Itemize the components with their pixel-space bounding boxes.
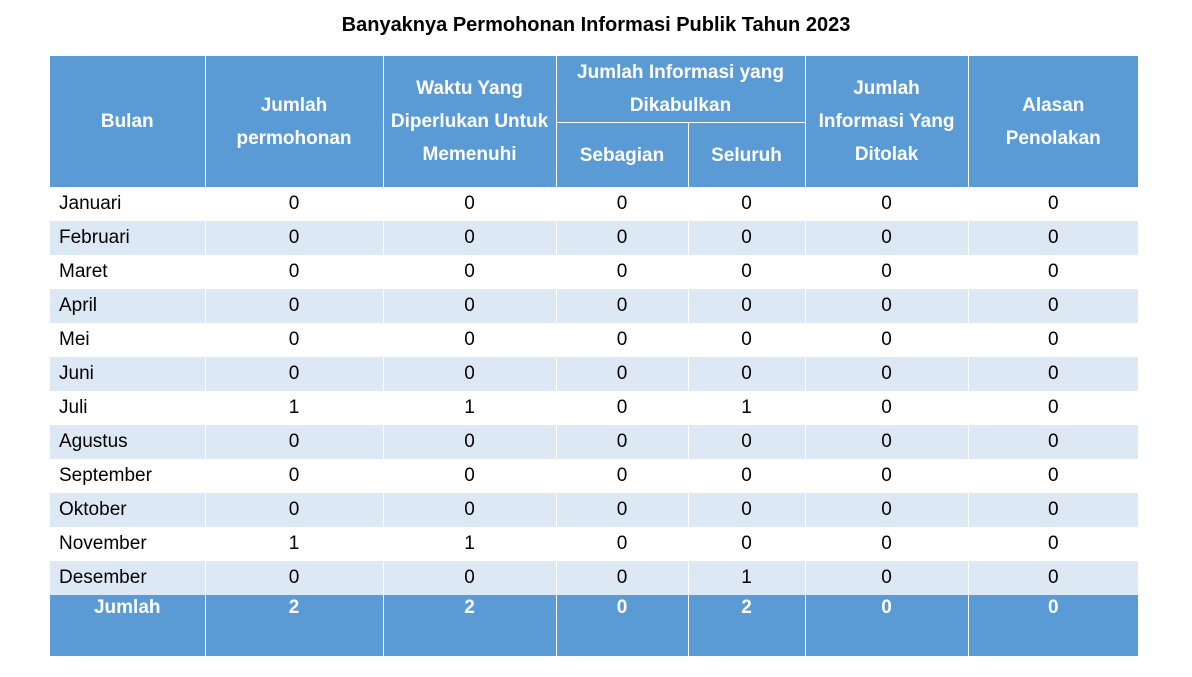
value-cell: 0: [805, 357, 968, 391]
value-cell: 1: [688, 391, 805, 425]
value-cell: 0: [805, 527, 968, 561]
month-cell: Mei: [50, 323, 205, 357]
total-cell: 2: [688, 595, 805, 656]
month-cell: Oktober: [50, 493, 205, 527]
total-cell: 2: [205, 595, 383, 656]
value-cell: 0: [968, 527, 1138, 561]
value-cell: 0: [968, 221, 1138, 255]
value-cell: 0: [688, 459, 805, 493]
value-cell: 1: [383, 527, 556, 561]
month-cell: September: [50, 459, 205, 493]
value-cell: 1: [205, 391, 383, 425]
table-body: [50, 187, 1138, 595]
value-cell: 0: [968, 323, 1138, 357]
month-cell: Juli: [50, 391, 205, 425]
value-cell: 0: [205, 459, 383, 493]
value-cell: 0: [205, 187, 383, 221]
total-row: [50, 595, 1138, 656]
value-cell: 0: [383, 221, 556, 255]
value-cell: 0: [383, 187, 556, 221]
value-cell: 0: [383, 323, 556, 357]
header-sebagian: Sebagian: [556, 123, 688, 188]
value-cell: 0: [556, 255, 688, 289]
value-cell: 0: [205, 255, 383, 289]
value-cell: 0: [383, 425, 556, 459]
value-cell: 1: [688, 561, 805, 595]
value-cell: 0: [805, 561, 968, 595]
month-cell: Maret: [50, 255, 205, 289]
table-footer: [50, 595, 1138, 656]
value-cell: 0: [968, 391, 1138, 425]
value-cell: 0: [968, 459, 1138, 493]
total-cell: 0: [556, 595, 688, 656]
value-cell: 0: [556, 357, 688, 391]
total-cell: 0: [805, 595, 968, 656]
month-cell: Januari: [50, 187, 205, 221]
value-cell: 1: [383, 391, 556, 425]
header-jumlah-permohonan: Jumlah permohonan: [205, 56, 383, 187]
value-cell: 0: [968, 425, 1138, 459]
month-cell: Februari: [50, 221, 205, 255]
value-cell: 0: [205, 221, 383, 255]
header-bulan: Bulan: [50, 56, 205, 187]
value-cell: 0: [205, 323, 383, 357]
value-cell: 0: [805, 323, 968, 357]
value-cell: 0: [688, 357, 805, 391]
value-cell: 0: [556, 323, 688, 357]
value-cell: 0: [383, 289, 556, 323]
value-cell: 0: [205, 493, 383, 527]
value-cell: 0: [205, 357, 383, 391]
value-cell: 0: [383, 357, 556, 391]
value-cell: 0: [688, 289, 805, 323]
total-cell: 2: [383, 595, 556, 656]
value-cell: 0: [805, 391, 968, 425]
value-cell: 0: [688, 527, 805, 561]
value-cell: 0: [205, 425, 383, 459]
value-cell: 0: [556, 527, 688, 561]
table-header: [50, 56, 1138, 187]
table-row: [50, 425, 1138, 459]
header-alasan: Alasan Penolakan: [968, 56, 1138, 187]
value-cell: 0: [205, 561, 383, 595]
value-cell: 0: [383, 561, 556, 595]
month-cell: Desember: [50, 561, 205, 595]
value-cell: 0: [556, 187, 688, 221]
value-cell: 0: [805, 425, 968, 459]
value-cell: 0: [383, 255, 556, 289]
value-cell: 0: [688, 323, 805, 357]
value-cell: 0: [968, 493, 1138, 527]
value-cell: 0: [968, 561, 1138, 595]
header-waktu: Waktu Yang Diperlukan Untuk Memenuhi: [383, 56, 556, 187]
table-row: [50, 187, 1138, 221]
header-seluruh: Seluruh: [688, 123, 805, 188]
table-row: [50, 493, 1138, 527]
value-cell: 0: [556, 221, 688, 255]
data-table: [50, 56, 1138, 656]
value-cell: 0: [688, 493, 805, 527]
table-row: [50, 357, 1138, 391]
total-cell: 0: [968, 595, 1138, 656]
value-cell: 0: [688, 255, 805, 289]
value-cell: 0: [556, 289, 688, 323]
value-cell: 0: [805, 221, 968, 255]
month-cell: Agustus: [50, 425, 205, 459]
value-cell: 0: [556, 459, 688, 493]
table-row: [50, 391, 1138, 425]
table-row: [50, 323, 1138, 357]
value-cell: 0: [688, 221, 805, 255]
table-row: [50, 561, 1138, 595]
table-title: Banyaknya Permohonan Informasi Publik Tahun 2023: [341, 14, 851, 36]
value-cell: 0: [556, 561, 688, 595]
value-cell: 0: [556, 425, 688, 459]
table-row: [50, 527, 1138, 561]
month-cell: April: [50, 289, 205, 323]
value-cell: 1: [205, 527, 383, 561]
value-cell: 0: [205, 289, 383, 323]
table-row: [50, 459, 1138, 493]
value-cell: 0: [383, 459, 556, 493]
value-cell: 0: [556, 493, 688, 527]
value-cell: 0: [968, 289, 1138, 323]
total-label: Jumlah: [50, 595, 205, 656]
value-cell: 0: [968, 255, 1138, 289]
table-row: [50, 221, 1138, 255]
value-cell: 0: [805, 255, 968, 289]
value-cell: 0: [968, 187, 1138, 221]
value-cell: 0: [968, 357, 1138, 391]
value-cell: 0: [805, 459, 968, 493]
value-cell: 0: [383, 493, 556, 527]
month-cell: November: [50, 527, 205, 561]
value-cell: 0: [805, 289, 968, 323]
table-row: [50, 255, 1138, 289]
table-row: [50, 289, 1138, 323]
header-dikabulkan: Jumlah Informasi yang Dikabulkan: [556, 56, 805, 123]
value-cell: 0: [805, 187, 968, 221]
value-cell: 0: [688, 425, 805, 459]
value-cell: 0: [556, 391, 688, 425]
header-ditolak: Jumlah Informasi Yang Ditolak: [805, 56, 968, 187]
month-cell: Juni: [50, 357, 205, 391]
value-cell: 0: [688, 187, 805, 221]
value-cell: 0: [805, 493, 968, 527]
